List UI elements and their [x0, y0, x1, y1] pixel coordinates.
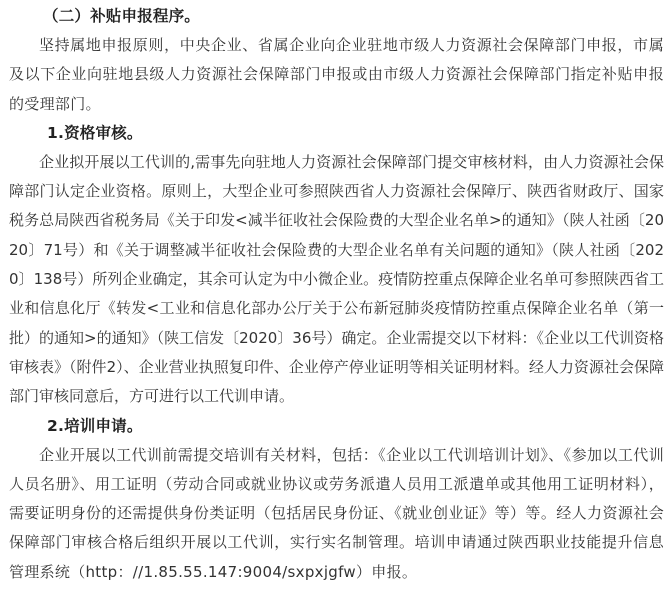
subsection-title-training-application: 2.培训申请。 — [47, 416, 143, 435]
training-application-paragraph: 企业开展以工代训前需提交培训有关材料，包括：《企业以工代训培训计划》、《参加以工代训人员名册》、用工证明（劳动合同或就业协议或劳务派遣人员用工派遣单或其他用工证明材料），需要证明身份的还需提供身份类证明（包括居民身份证、《就业创业证》等）等。经人力资源社会保障部门审核合格后组织开展以工代训，实行实名制管理。培训申请通过陕西职业技能提升信息管理系统（http：//1.85.55.147:9004/sxpxjgfw）申报。 — [9, 445, 664, 581]
qualification-review-paragraph: 企业拟开展以工代训的,需事先向驻地人力资源社会保障部门提交审核材料，由人力资源社会保障部门认定企业资格。原则上，大型企业可参照陕西省人力资源社会保障厅、陕西省财政厅、国家税务总局陕西省税务局《关于印发<减半征收社会保险费的大型企业名单>的通知》（陕人社函〔2020〕71号）和《关于调整减半征收社会保险费的大型企业名单有关问题的通知》（陕人社函〔2020〕138号）所列企业确定，其余可认定为中小微企业。疫情防控重点保障企业名单可参照陕西省工业和信息化厅《转发<工业和信息化部办公厅关于公布新冠肺炎疫情防控重点保障企业名单（第一批）的通知>的通知》（陕工信发〔2020〕36号）确定。企业需提交以下材料：《企业以工代训资格审核表》（附件2）、企业营业执照复印件、企业停产停业证明等相关证明材料。经人力资源社会保障部门审核同意后，方可进行以工代训申请。 — [9, 152, 664, 406]
intro-paragraph: 坚持属地申报原则，中央企业、省属企业向企业驻地市级人力资源社会保障部门申报，市属及以下企业向驻地县级人力资源社会保障部门申报或由市级人力资源社会保障部门指定补贴申报的受理部门。 — [9, 36, 664, 113]
section-title: （二）补贴申报程序。 — [43, 7, 201, 25]
subsection-title-qualification-review: 1.资格审核。 — [47, 123, 143, 142]
